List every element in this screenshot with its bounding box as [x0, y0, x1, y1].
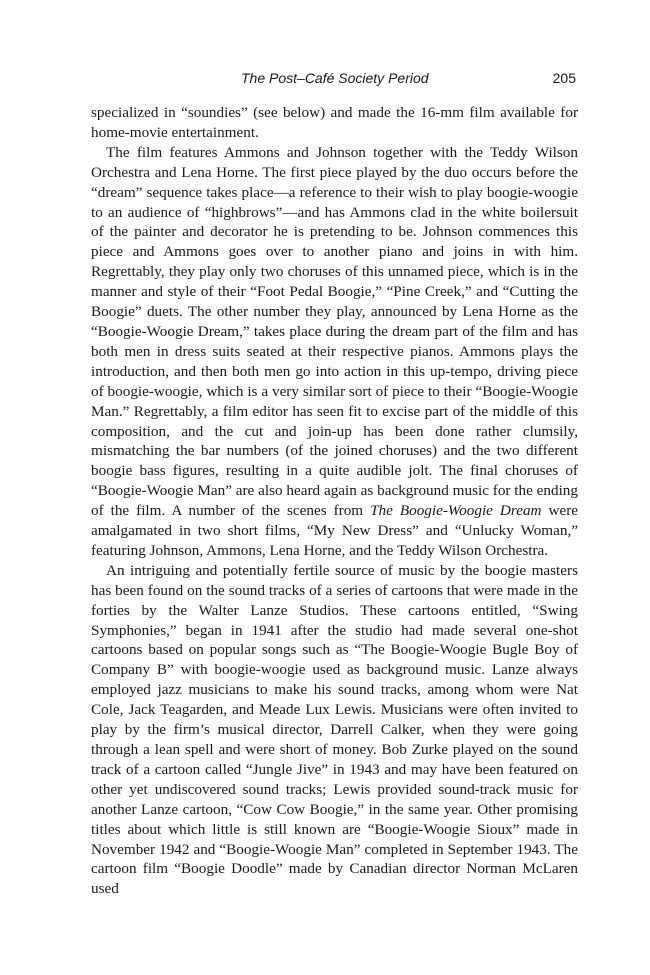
paragraph-text: The film features Ammons and Johnson together with the Teddy Wilson Orchestra and Lena Horne. The first piece played by the duo occurs before the “dream” sequence takes place—a reference to their wish to play boogie-woogie to an audience of “highbrows”—and has Ammons clad in the white boilersuit of the painter and decorator he is pretending to be. Johnson commences this piece and Ammons goes over to another piano and joins in with him. Regrettably, they play only two choruses of this unnamed piece, which is in the manner and style of their “Foot Pedal Boogie,” “Pine Creek,” and “Cutting the Boogie” duets. The other number they play, announced by Lena Horne as the “Boogie-Woogie Dream,” takes place during the dream part of the film and has both men in dress suits seated at their respective pianos. Ammons plays the introduction, and then both men go into action in this up-tempo, driving piece of boogie-woogie, which is a very similar sort of piece to their “Boogie-Woogie Man.” Regrettably, a film editor has seen fit to excise part of the middle of this composition, and the cut and join-up has been done rather clumsily, mismatching the bar numbers (of the joined choruses) and the two different boogie bass figures, resulting in a quite audible jolt. The final choruses of “Boogie-Woogie Man” are also heard again as background music for the ending of the film. A number of the scenes from [91, 143, 578, 520]
running-head [91, 70, 576, 90]
paragraph-text: were amalgamated in two short films, “My New Dress” and “Unlucky Woman,” featuring Johnson, Ammons, Lena Horne, and the Teddy Wilson Orchestra. [91, 502, 578, 559]
body-text [91, 103, 578, 899]
paragraph-film-description [91, 143, 578, 561]
paragraph-cartoon-soundtracks: An intriguing and potentially fertile source of music by the boogie masters has been found on the sound tracks of a series of cartoons that were made in the forties by the Walter Lanze Studios. These cartoons entitled, “Swing Symphonies,” began in 1941 after the studio had made several one-shot cartoons based on popular songs such as “The Boogie-Woogie Bugle Boy of Company B” with boogie-woogie used as background music. Lanze always employed jazz musicians to make his sound tracks, among whom were Nat Cole, Jack Teagarden, and Meade Lux Lewis. Musicians were often invited to play by the firm’s musical director, Darrell Calker, when they were going through a lean spell and were short of money. Bob Zurke played on the sound track of a cartoon called “Jungle Jive” in 1943 and may have been featured on other yet undiscovered sound tracks; Lewis provided sound-track music for another Lanze cartoon, “Cow Cow Boogie,” in the same year. Other promising titles about which little is still known are “Boogie-Woogie Sioux” made in November 1942 and “Boogie-Woogie Man” completed in September 1943. The cartoon film “Boogie Doodle” made by Canadian director Norman McLaren used [91, 561, 578, 898]
page-number: 205 [552, 70, 576, 86]
film-title: The Boogie-Woogie Dream [370, 502, 542, 520]
paragraph-continuation: specialized in “soundies” (see below) and made the 16-mm film available for home-movie entertainment. [91, 104, 578, 141]
running-title: The Post–Café Society Period [241, 70, 429, 86]
